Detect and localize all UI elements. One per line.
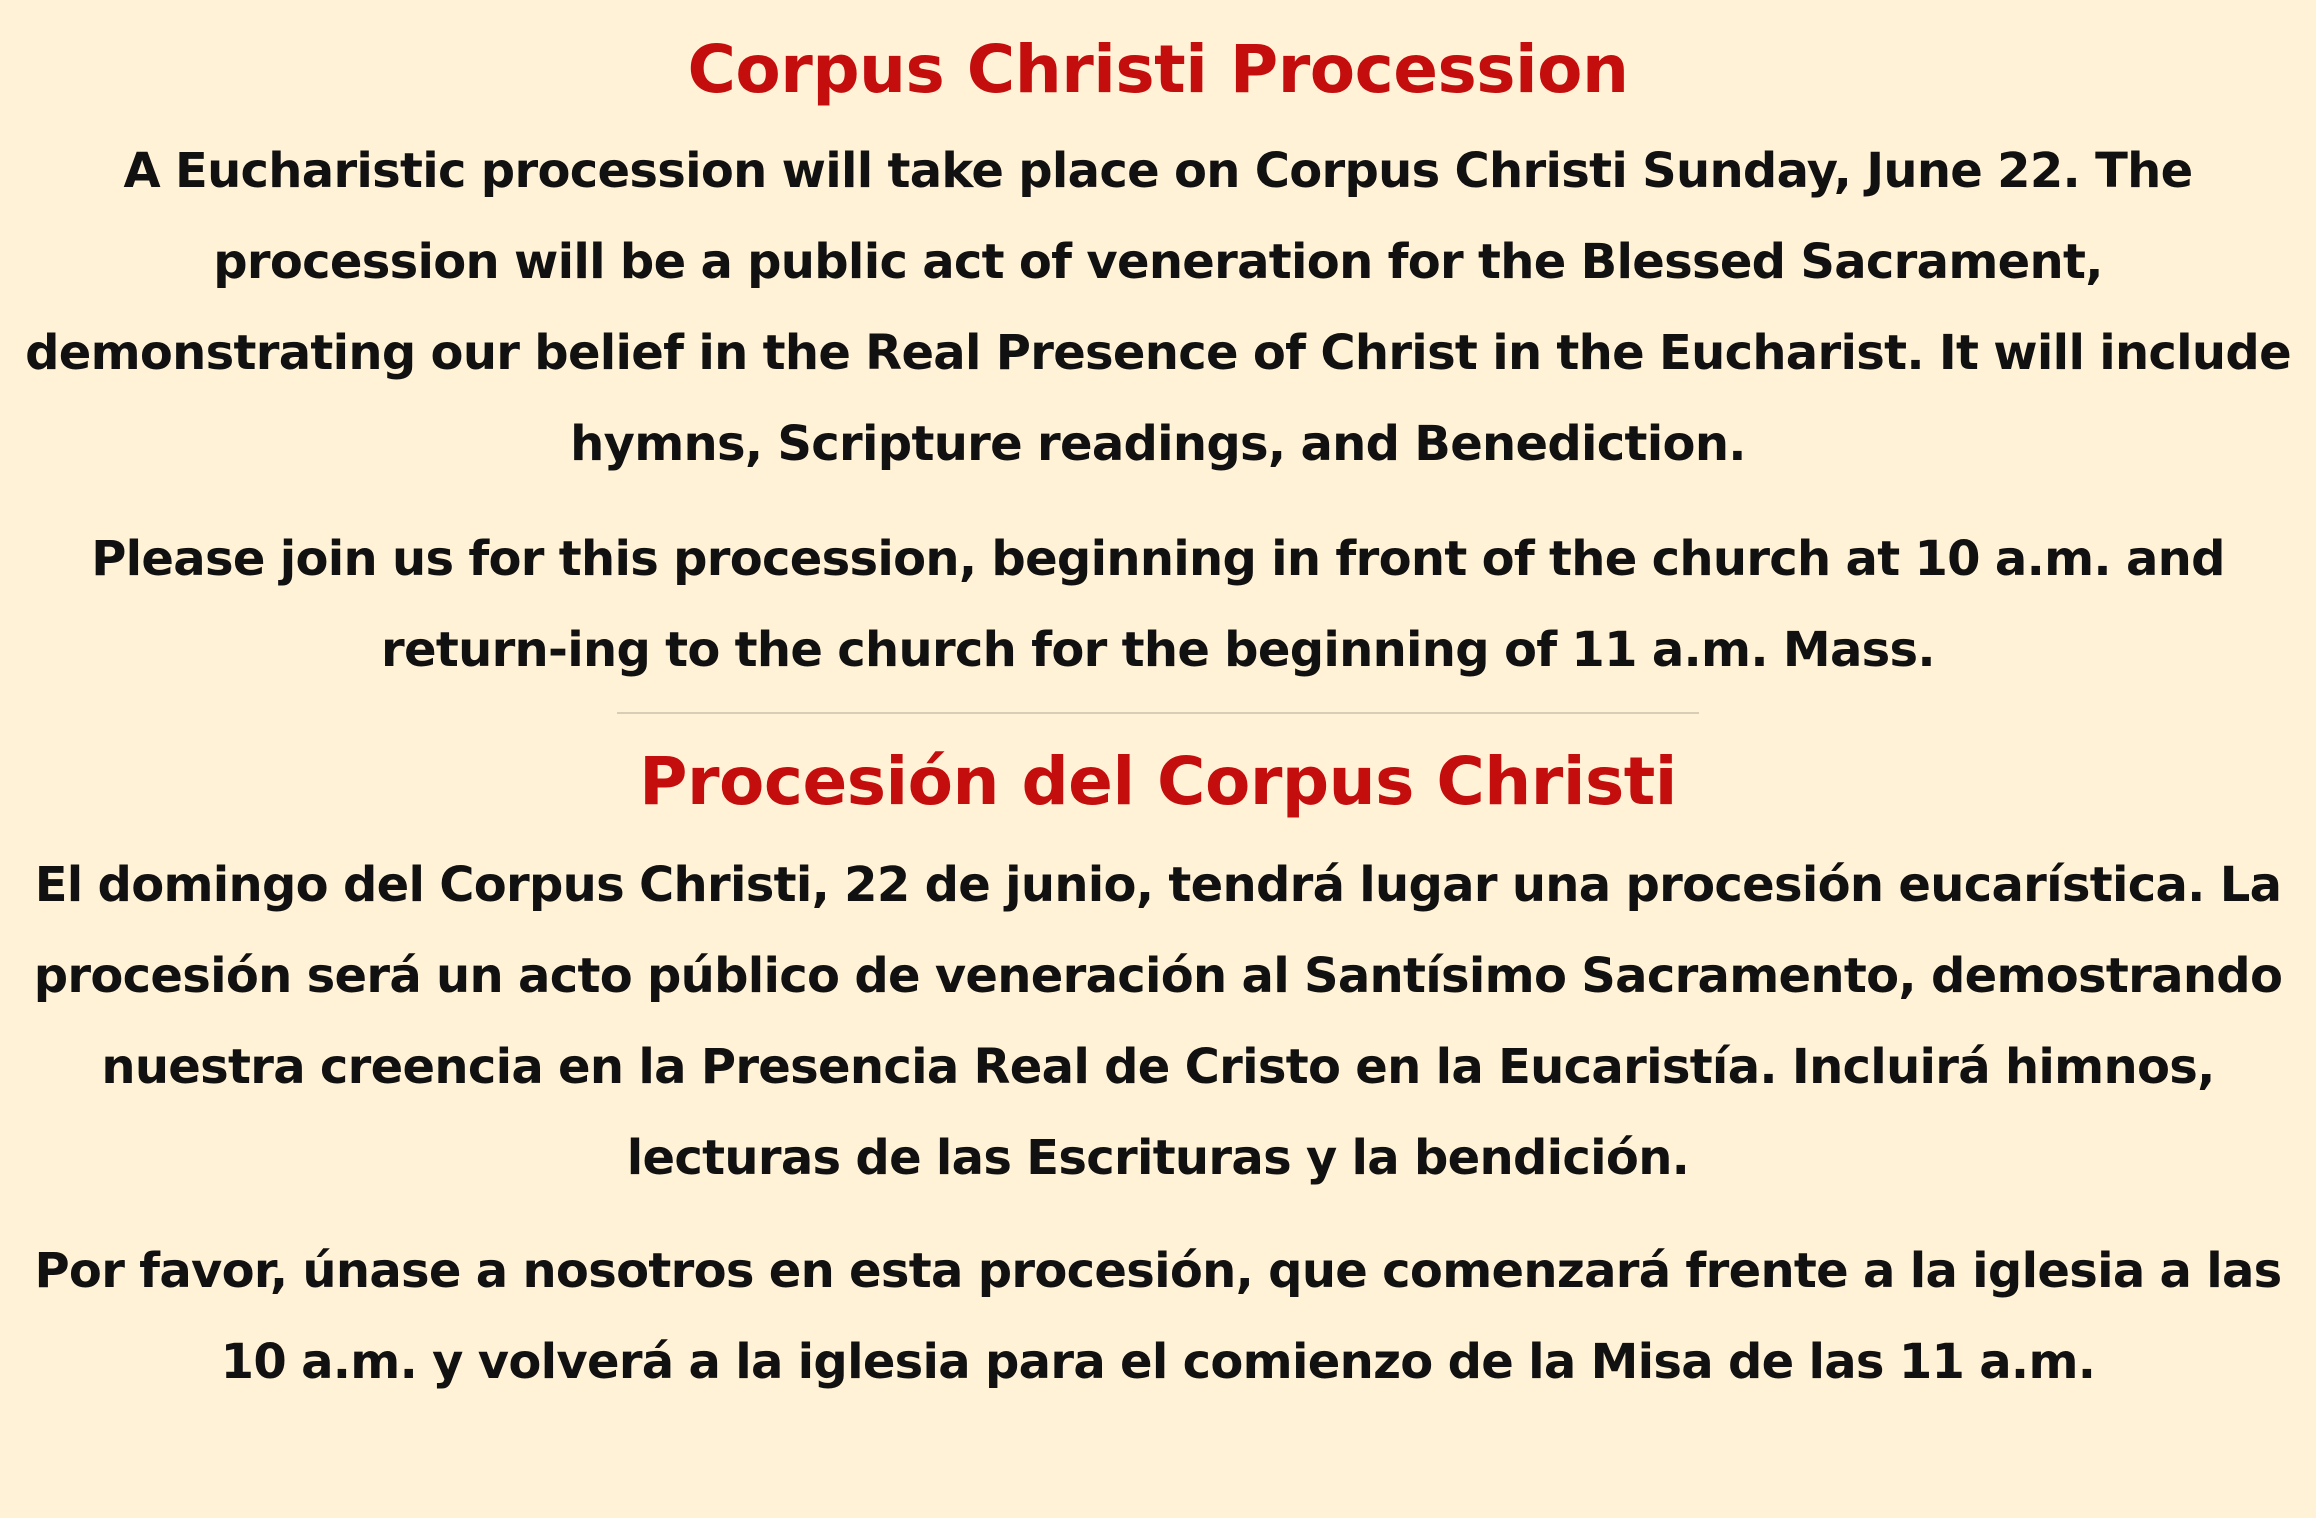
english-title: Corpus Christi Procession: [687, 31, 1629, 108]
spanish-paragraph-1: El domingo del Corpus Christi, 22 de junio, tendrá lugar una procesión eucarística. La procesión será un acto público de veneración al Santísimo Sacramento, demostrando nuestra creencia en la Presencia Real de Cristo en la Eucaristía. Incluirá himnos, lecturas de las Escrituras y la bendición.: [33, 857, 2283, 1186]
spanish-section: [14, 736, 2302, 1408]
english-paragraph-1: A Eucharistic procession will take place on Corpus Christi Sunday, June 22. The procession will be a public act of veneration for the Blessed Sacrament, demonstrating our belief in the Real Presence of Christ in the Eucharist. It will include hymns, Scripture readings, and Benediction.: [25, 143, 2291, 472]
spanish-paragraph-2: Por favor, únase a nosotros en esta procesión, que comenzará frente a la iglesia a las 10 a.m. y volverá a la iglesia para el comienzo de la Misa de las 11 a.m.: [34, 1243, 2282, 1390]
english-section: [14, 24, 2302, 696]
section-divider: [617, 712, 1699, 714]
english-paragraph-2: Please join us for this procession, beginning in front of the church at 10 a.m. and return-ing to the church for the beginning of 11 a.m. Mass.: [91, 531, 2225, 678]
spanish-title: Procesión del Corpus Christi: [639, 743, 1677, 820]
